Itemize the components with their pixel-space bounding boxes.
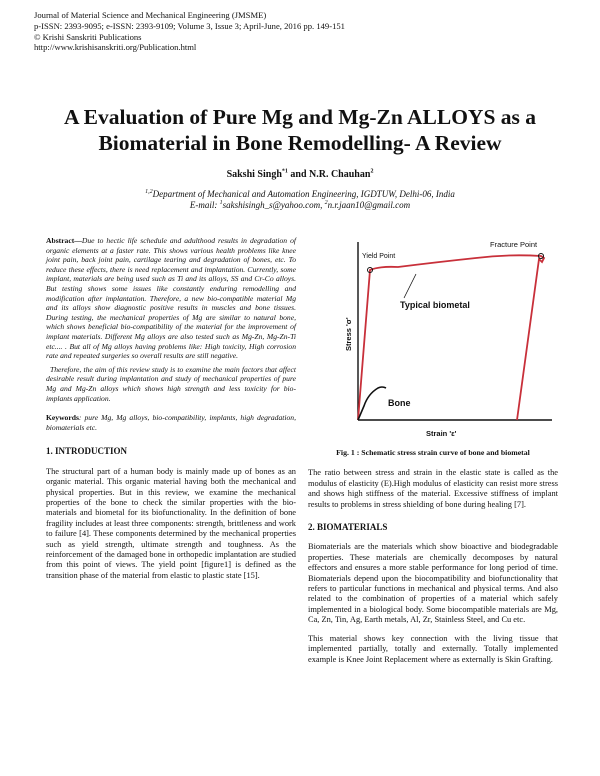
journal-header (34, 10, 454, 53)
author-and: and (287, 169, 310, 180)
abstract-text-1: Due to hectic life schedule and adulthood results in degradation of organic elements at a faster rate. This shows various health problems like knee joint pain, back joint pain, cartilage tearing and degradation of bones, etc. To reduce these effects, there is need replacement and implantation. Currently, some implant, materials are being used such as Ti and its alloys, SS and Cr-Co alloys. But testing shows some issues like constantly enduring remodelling and modification after implantation. Therefore, a new bio-compatible material Mg and its alloys show diagnostic positive results in muscles and bone tissues. During testing, the mechanical properties of Mg are similar to natural bone, which shows beneficial bio-compatibility of the material for the improvement of implant materials. Different Mg alloys are also tested such as Mg-Zn, Mg-Zn-Ti etc.... . But all of Mg alloys having problems like: High toxicity, High corrosion rate and repeated surgeries so overall results are still negative. (46, 236, 296, 361)
keywords-label: Keywords (46, 413, 79, 423)
journal-name: Journal of Material Science and Mechanical Engineering (JMSME) (34, 10, 267, 20)
section-2-paragraph-2: This material shows key connection with the living tissue that implemented partially, totally and externally. Totally implemented example is Knee Joint Replacement where as externally is Skin Grafting. (308, 633, 558, 664)
left-column (46, 236, 296, 589)
right-column (308, 236, 558, 673)
biometal-curve (358, 255, 544, 420)
figure-1 (308, 236, 558, 446)
section-1-heading: 1. INTRODUCTION (46, 446, 128, 457)
author-2-sup: 2 (370, 168, 374, 175)
email-2-sup: 2 (324, 200, 328, 206)
author-1-sup: *1 (281, 168, 288, 175)
abstract-paragraph-2: Therefore, the aim of this review study is to examine the main factors that affect desirable result during implantation and study of mechanical properties of pure Mg and Mg-Zn alloys which shows high strength and less toxicity for bio-implants application. (46, 364, 296, 403)
section-1-text: The structural part of a human body is mainly made up of bones as an organic material. This organic material having both the mechanical and physical properties. But in this review, we examine the mechanical properties of the bone to check the similar properties with the bio-materials and biometal for its biofunctionality. In the definition of bone fragility includes at least three components: strength, brittleness and work to failure [4]. These components determined by the mechanical properties such as yield strength, ultimate strength and toughness. As the reinforcement of the damaged bone in orthopedic implantation are studied from this point of views. The yield point [figure1] is defined as the transition phase of the material from elastic to plastic state [15]. (46, 466, 296, 580)
bone-curve (358, 387, 386, 420)
journal-copyright: © Krishi Sanskriti Publications (34, 31, 142, 42)
x-axis-label: Strain 'ε' (426, 429, 457, 438)
email-1-sup: 1 (219, 200, 223, 206)
affiliation: Department of Mechanical and Automation Engineering, IGDTUW, Delhi-06, India (152, 189, 455, 199)
email-label: E-mail: (189, 200, 220, 210)
yield-point-label: Yield Point (362, 253, 396, 260)
affiliation-sup: 1,2 (145, 189, 153, 195)
email-1[interactable]: sakshisingh_s@yahoo.com, (222, 200, 325, 210)
fracture-point-label: Fracture Point (490, 240, 538, 249)
journal-issn: p-ISSN: 2393-9095; e-ISSN: 2393-9109; Volume 3, Issue 3; April-June, 2016 pp. 149-151 (34, 20, 345, 31)
journal-url[interactable]: http://www.krishisanskriti.org/Publication.html (34, 42, 197, 53)
keywords-text: : pure Mg, Mg alloys, bio-compatibility, implants, high degradation, biomaterials etc. (46, 413, 296, 432)
keywords (46, 413, 296, 432)
stress-strain-diagram (308, 236, 558, 446)
author-1: Sakshi Singh (226, 169, 282, 180)
abstract (46, 236, 296, 361)
affiliation-block (20, 189, 580, 211)
email-2[interactable]: n.r.jaan10@gmail.com (327, 200, 411, 210)
y-axis-label: Stress 'σ' (344, 317, 353, 351)
section-2-paragraph-1: Biomaterials are the materials which show bioactive and biodegradable properties. These materials are chemically decomposes by natural effectors and ensures a more stable performance for long period of time. Biomaterials depend upon the biocompatibility and biofunctionality that refers to particular functions in mechanical and physical terms. And also related to the combination of properties of a material which safely implemented in a biological body. Some biocompatible materials are Mg, Ca, Zn, Tin, Ag, Earth metals, Al, Zr, Stainless Steel, and Cu etc. (308, 542, 558, 625)
figure-caption: Fig. 1 : Schematic stress strain curve of bone and biometal (336, 448, 530, 457)
paper-title: A Evaluation of Pure Mg and Mg-Zn ALLOYS as a Biomaterial in Bone Remodelling- A Review (63, 105, 537, 155)
right-paragraph-1: The ratio between stress and strain in the elastic state is called as the modulus of elasticity (E).High modulus of elasticity can resist more stress and shows high stiffness of the material. Excessive stiffness of implant results to problems in stress shielding of bone during healing [7]. (308, 468, 558, 509)
section-2-heading: 2. BIOMATERIALS (308, 522, 388, 533)
author-line (20, 169, 580, 180)
typical-biometal-label: Typical biometal (400, 300, 470, 310)
typical-label-pointer (404, 274, 416, 298)
abstract-label: Abstract— (46, 236, 82, 245)
author-2: N.R. Chauhan (309, 169, 371, 180)
bone-label: Bone (388, 398, 411, 408)
